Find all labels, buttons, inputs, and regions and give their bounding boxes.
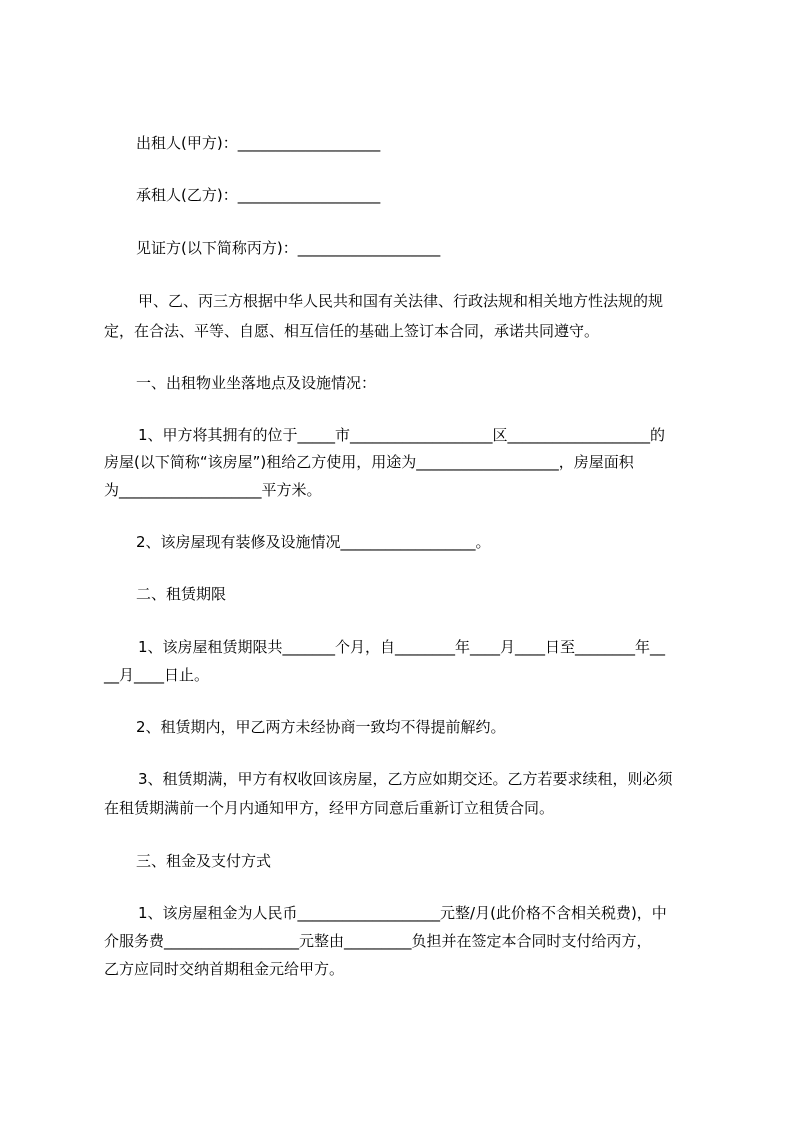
witness-line: 见证方(以下简称丙方)：___________________ [136,239,441,257]
clause-2-3-line-1: 3、租赁期满，甲方有权收回该房屋，乙方应如期交还。乙方若要求续租，则必须 [138,770,673,788]
clause-2-3-line-2: 在租赁期满前一个月内通知甲方，经甲方同意后重新订立租赁合同。 [104,799,555,817]
clause-1-1-line-2: 房屋(以下简称“该房屋”)租给乙方使用，用途为___________________，房屋面积 [104,453,634,471]
section-1-title: 一、出租物业坐落地点及设施情况： [136,374,377,392]
clause-1-1-line-3: 为___________________平方米。 [104,481,322,499]
intro-line-1: 甲、乙、丙三方根据中华人民共和国有关法律、行政法规和相关地方性法规的规 [138,292,664,310]
clause-2-1-line-1: 1、该房屋租赁期限共_______个月，自________年____月____日至________年__ [138,638,666,656]
clause-2-2: 2、租赁期内，甲乙两方未经协商一致均不得提前解约。 [136,718,506,736]
clause-3-1-line-1: 1、该房屋租金为人民币___________________元整/月(此价格不含相关税费)，中 [138,904,667,922]
clause-1-1-line-1: 1、甲方将其拥有的位于_____市___________________区___________________的 [138,426,666,444]
clause-1-2: 2、该房屋现有装修及设施情况__________________。 [136,533,491,551]
intro-line-2: 定，在合法、平等、自愿、相互信任的基础上签订本合同，承诺共同遵守。 [104,322,600,340]
party-b-line: 承租人(乙方)：___________________ [136,186,381,204]
clause-3-1-line-3: 乙方应同时交纳首期租金元给甲方。 [104,960,345,978]
clause-3-1-line-2: 介服务费__________________元整由_________负担并在签定本合同时支付给丙方， [104,932,652,950]
party-a-line: 出租人(甲方)：___________________ [136,134,381,152]
section-3-title: 三、租金及支付方式 [136,852,272,870]
clause-2-1-line-2: __月____日止。 [104,666,210,684]
section-2-title: 二、租赁期限 [136,585,227,603]
